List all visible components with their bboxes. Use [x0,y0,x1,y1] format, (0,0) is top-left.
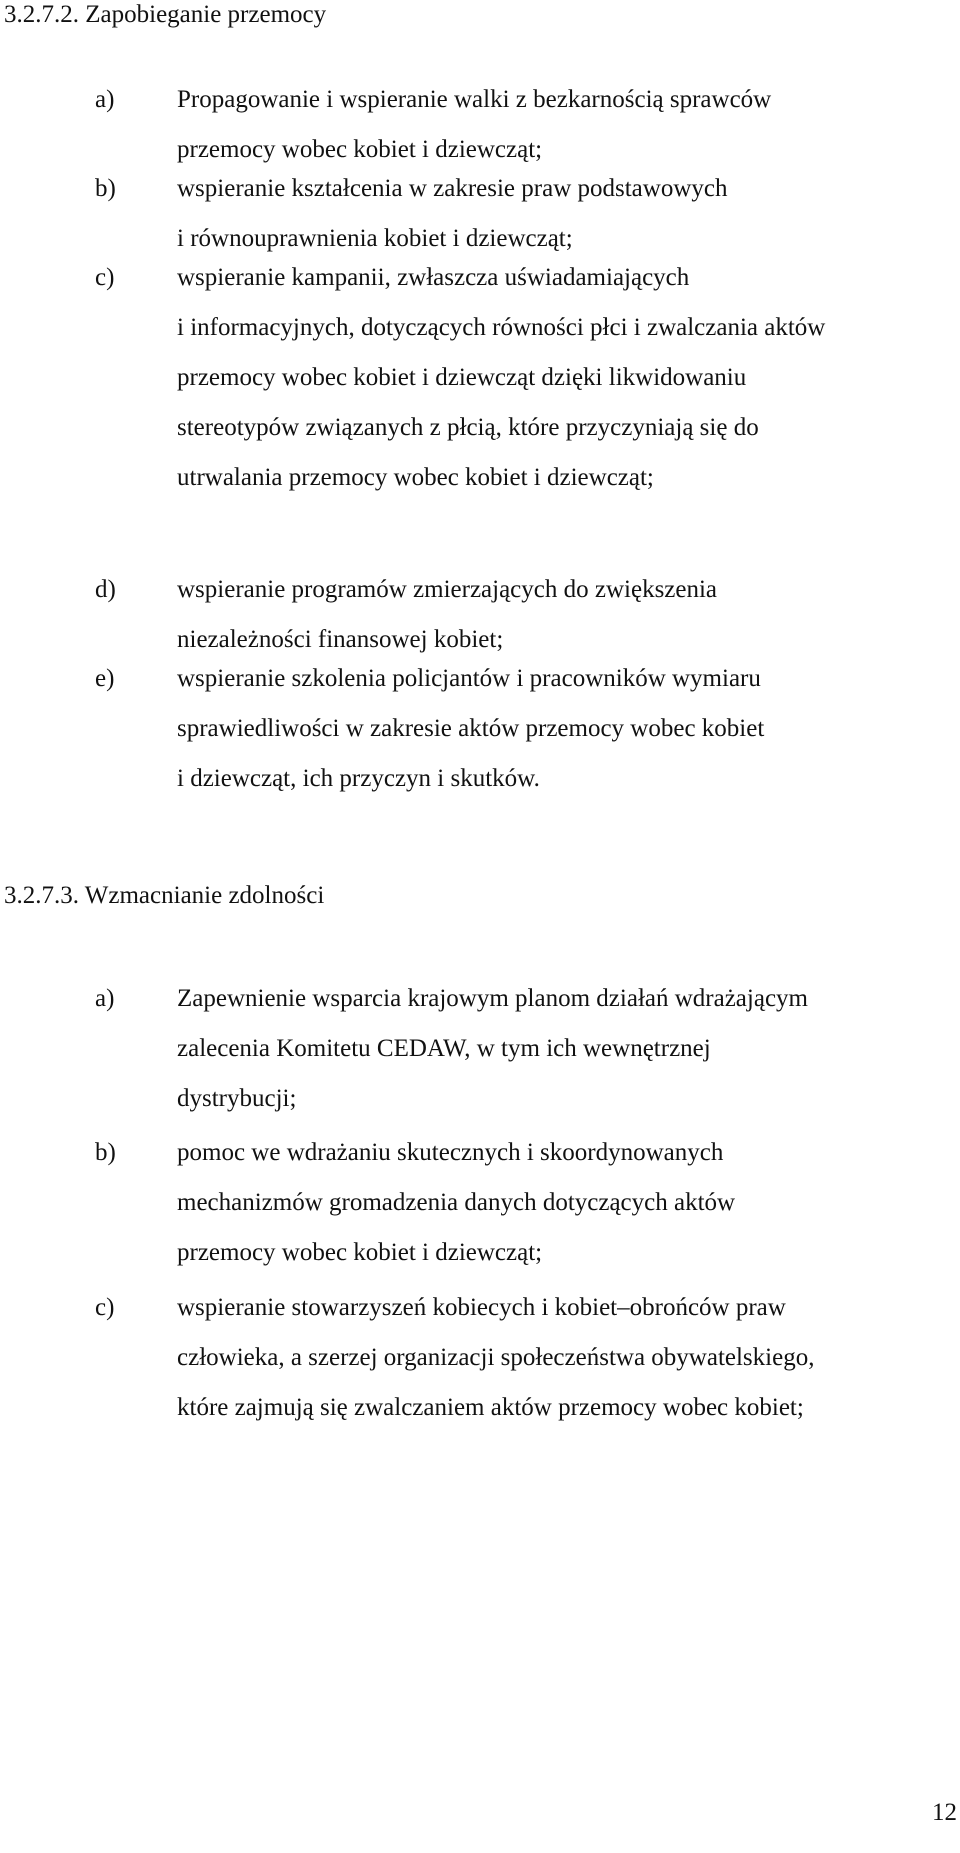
list-item-marker: b) [95,1139,116,1166]
list-item-line: wspieranie stowarzyszeń kobiecych i kobiet–obrońców praw [177,1294,786,1321]
section-heading: 3.2.7.2. Zapobieganie przemocy [4,1,327,28]
list-item-line: i dziewcząt, ich przyczyn i skutków. [177,765,540,792]
list-item-text [177,1128,957,1278]
list-item-text [177,253,957,503]
list-item-line: niezależności finansowej kobiet; [177,626,504,653]
list-item-line: które zajmują się zwalczaniem aktów przemocy wobec kobiet; [177,1394,804,1421]
list-item-text [177,75,957,175]
list-item-text [177,654,957,804]
list-item-line: wspieranie szkolenia policjantów i pracowników wymiaru [177,665,761,692]
list-item-text [177,1283,957,1433]
list-item-line: człowieka, a szerzej organizacji społeczeństwa obywatelskiego, [177,1344,815,1371]
list-item-line: Propagowanie i wspieranie walki z bezkarnością sprawców [177,86,772,113]
list-item-line: wspieranie kampanii, zwłaszcza uświadamiających [177,264,690,291]
list-item-line: wspieranie programów zmierzających do zwiększenia [177,576,718,603]
list-item-text [177,974,957,1124]
list-item-line: Zapewnienie wsparcia krajowym planom działań wdrażającym [177,985,808,1012]
list-item-marker: a) [95,86,115,113]
list-item-line: i informacyjnych, dotyczących równości płci i zwalczania aktów [177,314,826,341]
list-item-line: zalecenia Komitetu CEDAW, w tym ich wewnętrznej [177,1035,711,1062]
page-number: 12 [932,1799,957,1826]
list-item-line: stereotypów związanych z płcią, które przyczyniają się do [177,414,759,441]
list-item-line: dystrybucji; [177,1085,297,1112]
list-item-marker: c) [95,1294,115,1321]
list-item-line: wspieranie kształcenia w zakresie praw podstawowych [177,175,728,202]
list-item-marker: c) [95,264,115,291]
list-item-marker: b) [95,175,116,202]
list-item-marker: e) [95,665,115,692]
list-item-marker: d) [95,576,116,603]
list-item-text [177,164,957,264]
section-heading: 3.2.7.3. Wzmacnianie zdolności [4,882,325,909]
list-item-line: przemocy wobec kobiet i dziewcząt; [177,136,543,163]
list-item-marker: a) [95,985,115,1012]
list-item-line: sprawiedliwości w zakresie aktów przemocy wobec kobiet [177,715,765,742]
list-item-line: przemocy wobec kobiet i dziewcząt; [177,1239,543,1266]
list-item-line: mechanizmów gromadzenia danych dotyczących aktów [177,1189,736,1216]
list-item-line: utrwalania przemocy wobec kobiet i dziewcząt; [177,464,654,491]
list-item-line: przemocy wobec kobiet i dziewcząt dzięki likwidowaniu [177,364,747,391]
list-item-line: i równouprawnienia kobiet i dziewcząt; [177,225,573,252]
list-item-line: pomoc we wdrażaniu skutecznych i skoordynowanych [177,1139,724,1166]
list-item-text [177,565,957,665]
